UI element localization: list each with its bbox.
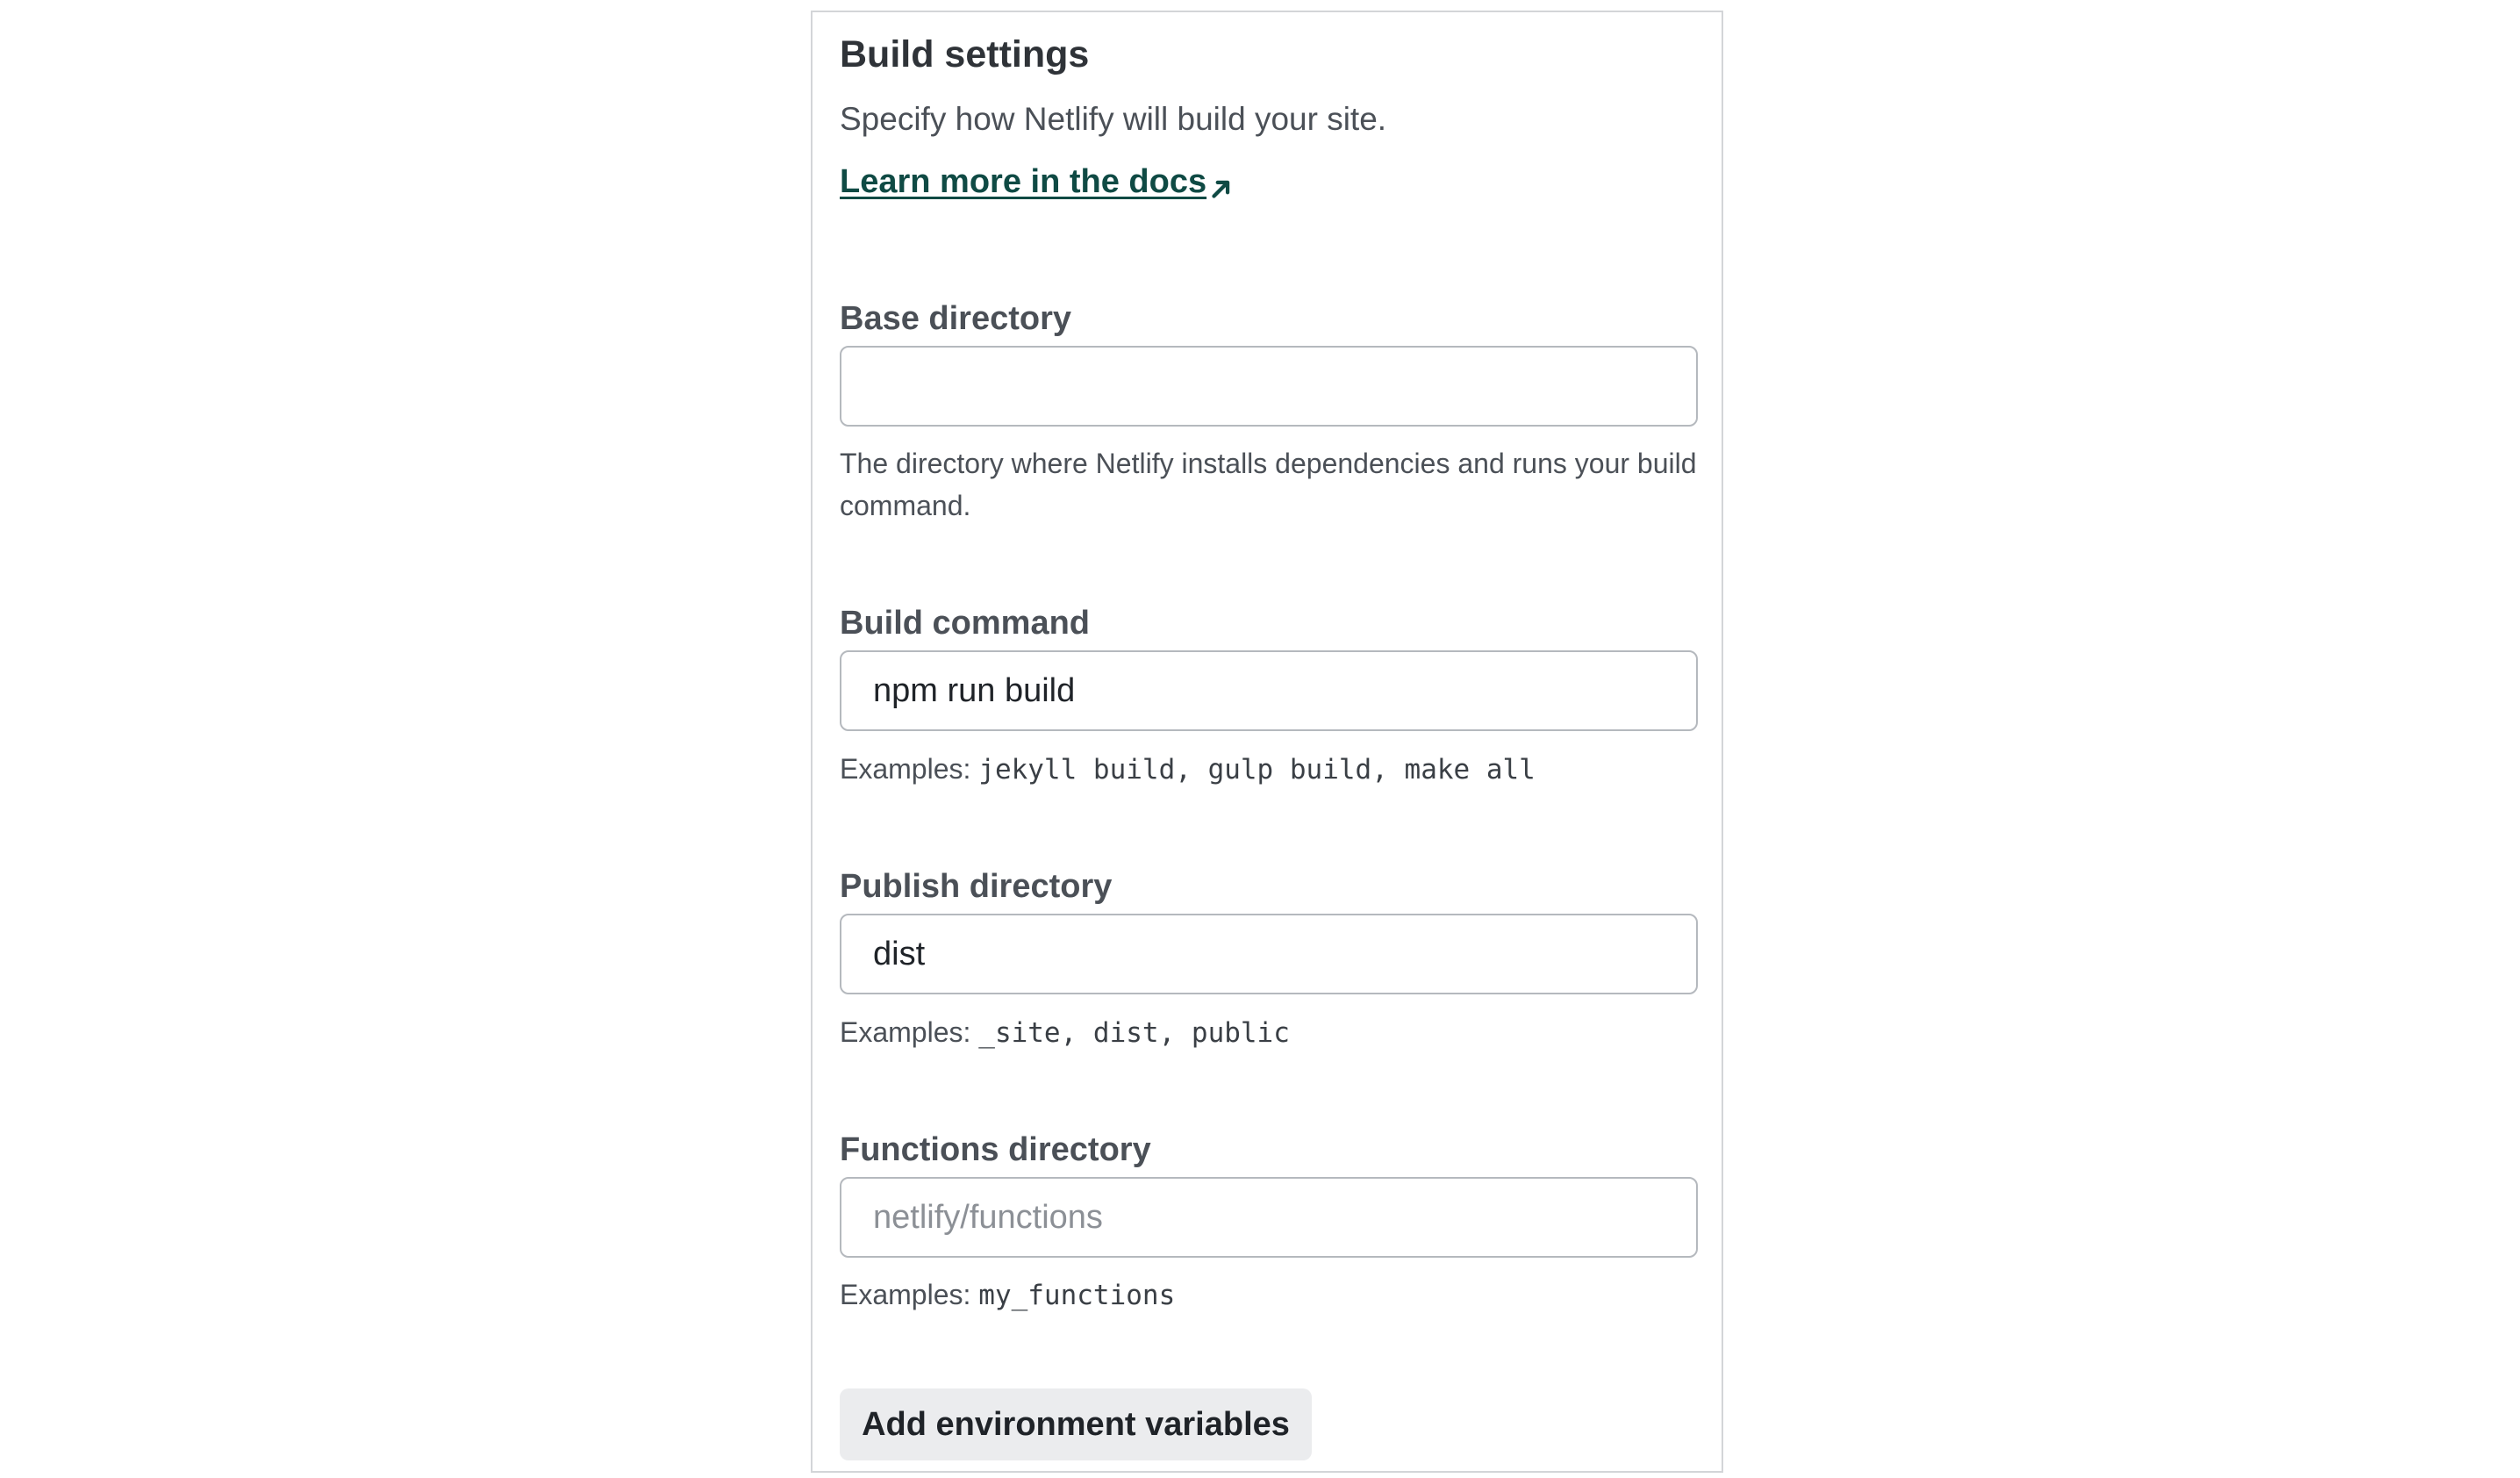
functions-directory-label: Functions directory xyxy=(840,1131,1151,1168)
base-directory-label: Base directory xyxy=(840,300,1072,337)
arrow-up-right-icon[interactable] xyxy=(1206,174,1236,204)
build-command-help-prefix: Examples: xyxy=(840,753,971,785)
base-directory-input[interactable] xyxy=(840,346,1698,427)
publish-directory-help xyxy=(840,1011,1700,1054)
publish-directory-help-prefix: Examples: xyxy=(840,1016,971,1048)
build-command-input[interactable] xyxy=(840,650,1698,731)
publish-directory-help-examples: _site, dist, public xyxy=(978,1017,1290,1049)
build-settings-panel xyxy=(811,11,1723,1473)
section-title: Build settings xyxy=(840,33,1090,75)
base-directory-help: The directory where Netlify installs dependencies and runs your build command. xyxy=(840,448,1697,521)
add-environment-variables-button[interactable]: Add environment variables xyxy=(840,1388,1312,1460)
build-command-help-examples: jekyll build, gulp build, make all xyxy=(978,754,1536,786)
functions-directory-help xyxy=(840,1274,1700,1317)
publish-directory-label: Publish directory xyxy=(840,868,1113,905)
learn-more-docs-link[interactable]: Learn more in the docs xyxy=(840,163,1207,200)
build-command-label: Build command xyxy=(840,605,1091,642)
publish-directory-input[interactable] xyxy=(840,914,1698,994)
build-command-help xyxy=(840,748,1700,791)
functions-directory-input[interactable] xyxy=(840,1177,1698,1258)
functions-directory-help-prefix: Examples: xyxy=(840,1279,971,1310)
functions-directory-help-examples: my_functions xyxy=(978,1280,1176,1311)
section-subtitle: Specify how Netlify will build your site. xyxy=(840,101,1387,137)
